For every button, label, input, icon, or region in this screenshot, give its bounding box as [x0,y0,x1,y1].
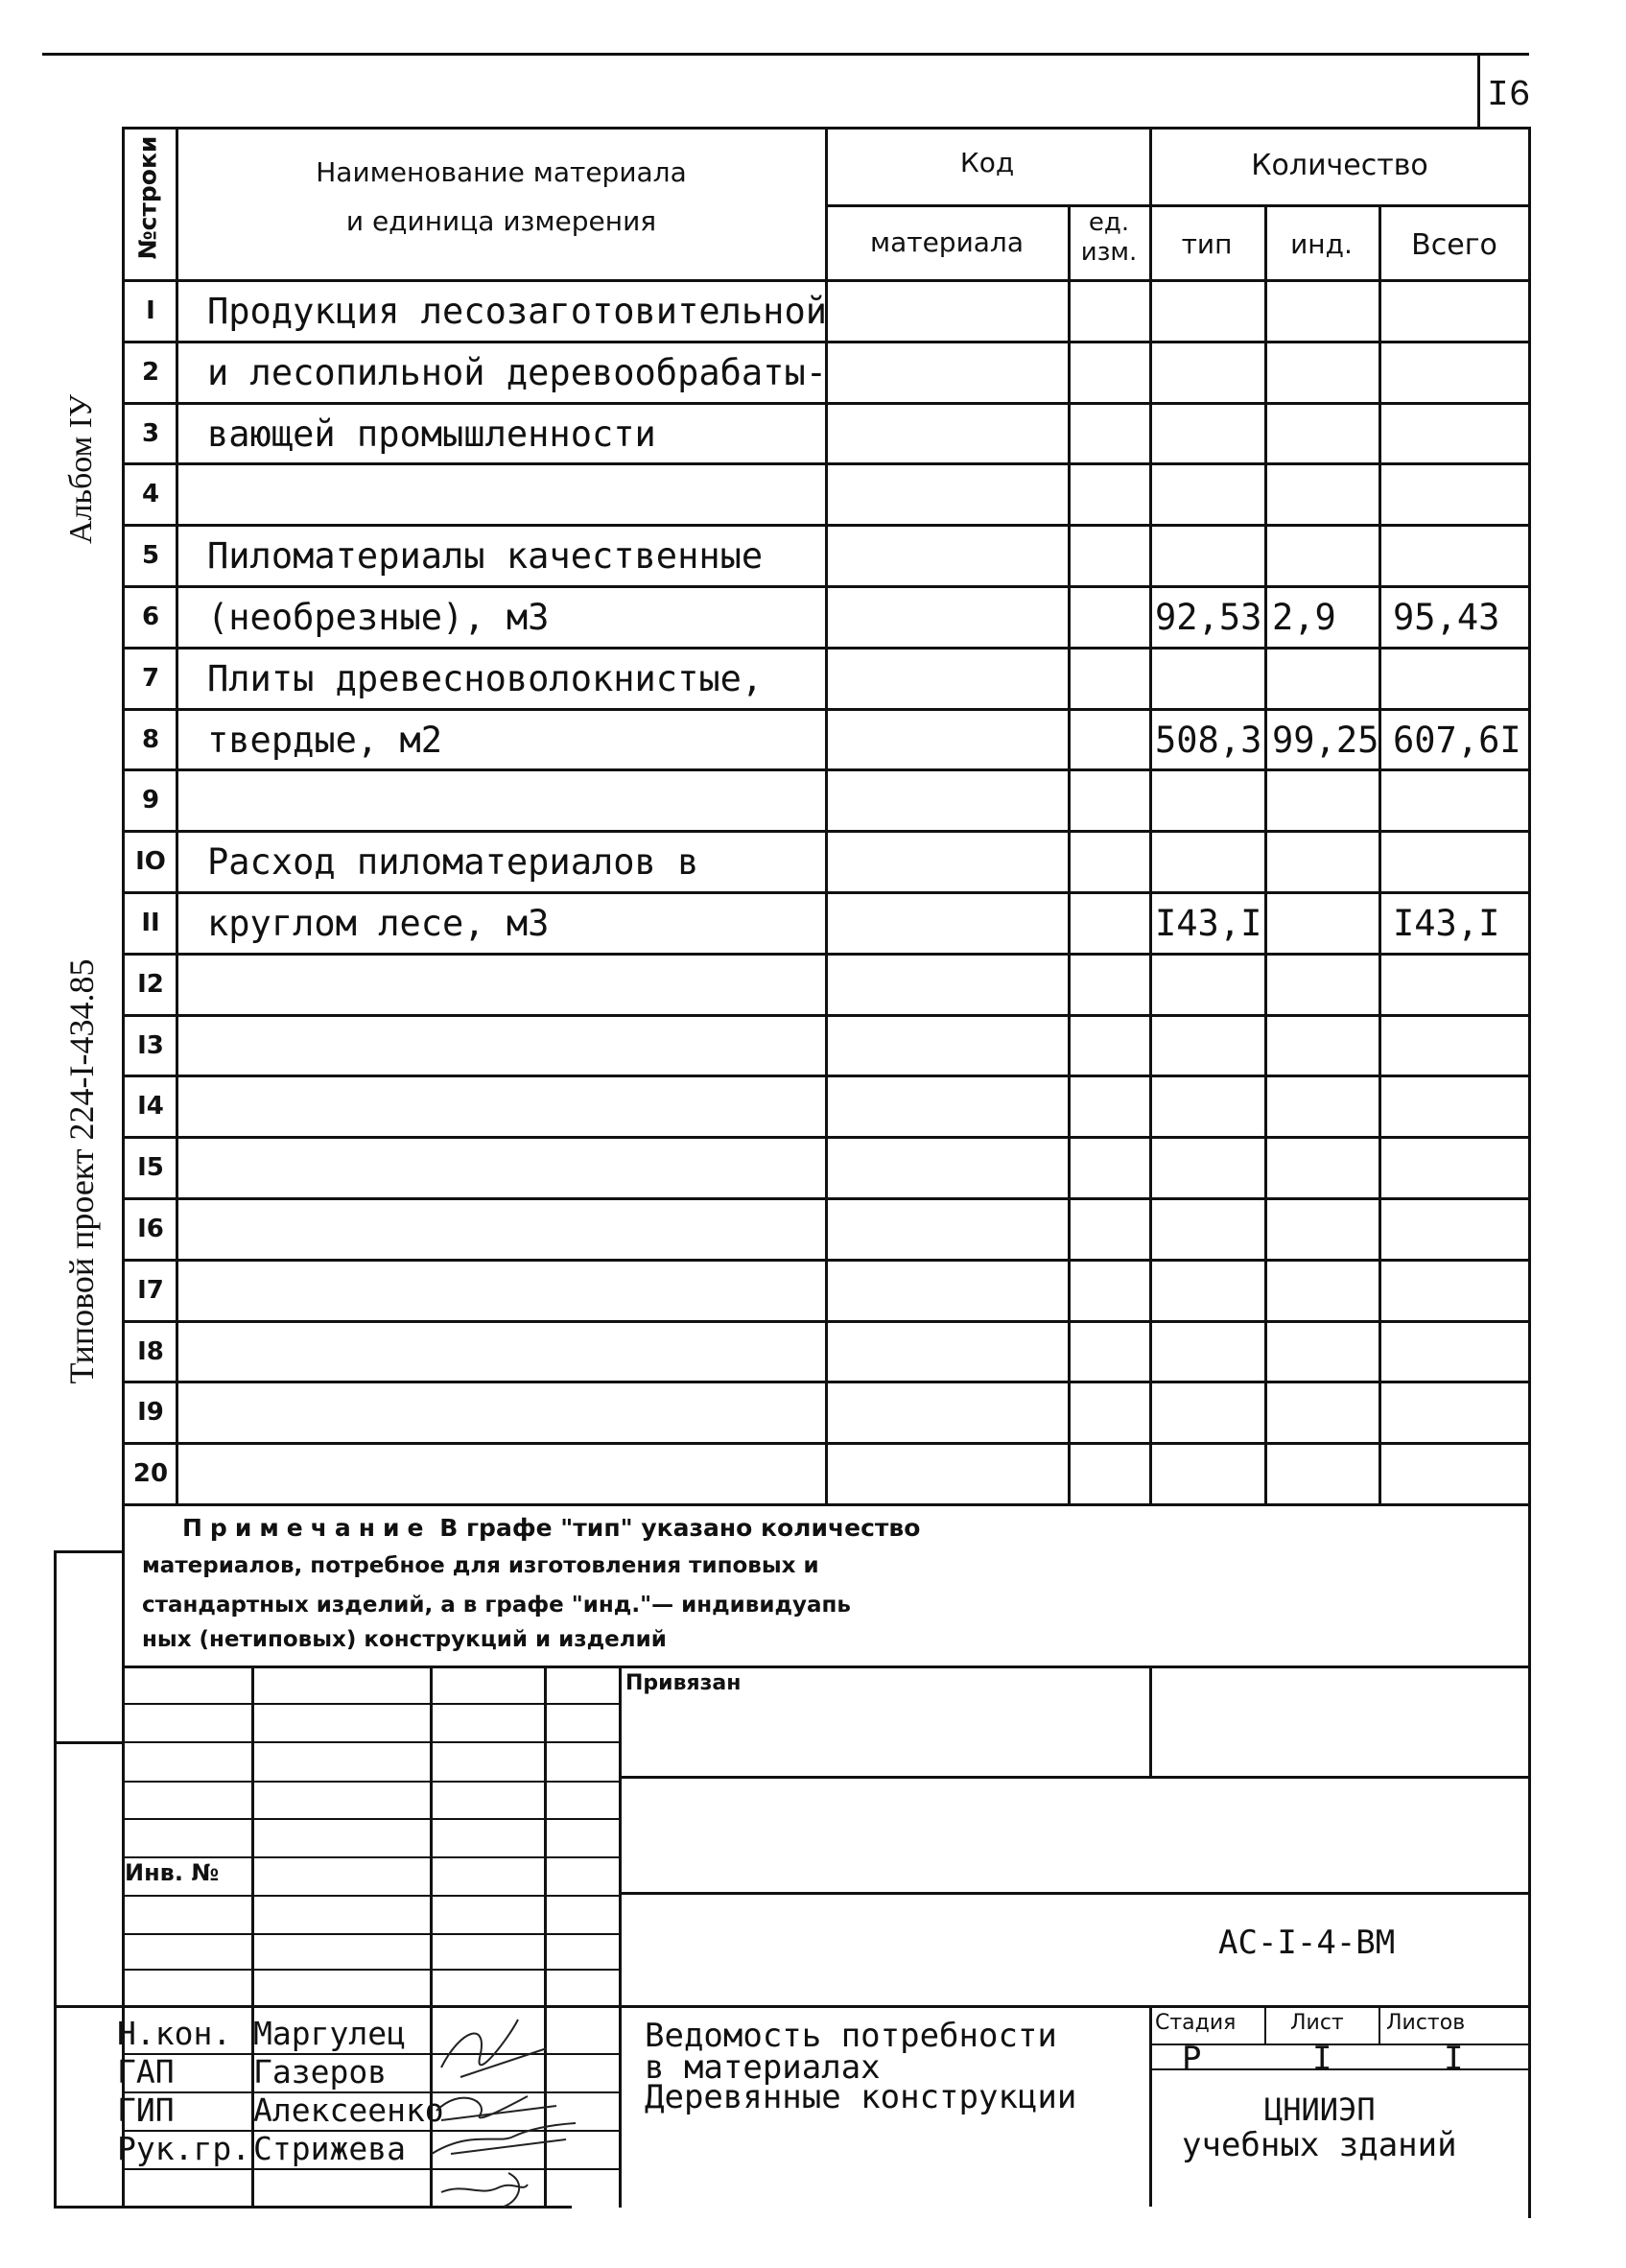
row-line [122,341,1530,343]
signer-role: ГАП [117,2053,175,2091]
col-ind-right [1379,204,1381,1503]
row-qty-type: 508,3 [1155,720,1262,761]
row-number: 4 [141,480,160,508]
name-header-line1: Наименование материала [316,156,687,188]
row-line [122,1259,1530,1262]
stamp-h3 [619,1776,1530,1779]
left-box-top [54,1550,124,1553]
row-name: (необрезные), м3 [207,597,550,638]
quantity-header: Количество [1251,149,1428,182]
row-number: 3 [141,419,160,448]
row-line [122,1075,1530,1077]
row-number: I3 [137,1031,164,1060]
row-number: I6 [137,1215,164,1243]
row-number: I8 [137,1337,164,1366]
org-line2: учебных зданий [1182,2126,1457,2164]
row-line [122,1014,1530,1017]
row-number: IO [135,847,166,876]
stamp-h12 [1149,2044,1530,2045]
row-number: 9 [141,786,160,815]
title-line1: Ведомость потребности [645,2017,1057,2055]
qty-ind-header: инд. [1290,228,1353,260]
stamp-col5 [1149,1666,1152,1776]
left-box-left [54,1550,57,2208]
row-qty-type: 92,53 [1155,597,1262,638]
top-border [42,53,1529,56]
row-name: твердые, м2 [207,720,443,761]
row-line [122,768,1530,771]
stamp-h1 [122,1703,621,1705]
row-qty-type: I43,I [1155,903,1262,944]
row-line [122,647,1530,650]
stamp-h5 [122,1818,621,1820]
col-num-right [176,127,178,1503]
stamp-h4 [122,1781,621,1783]
row-number: 8 [141,725,160,754]
row-name: Расход пиломатериалов в [207,841,699,883]
row-number: I5 [137,1153,164,1182]
stamp-h10 [122,1969,621,1971]
doc-code: АС-I-4-ВМ [1218,1924,1396,1962]
subheader-line [825,204,1530,207]
row-line [122,1197,1530,1200]
note-line3: стандартных изделий, а в графе "инд."— индивидуапь [142,1593,851,1618]
album-label: Альбом IУ [63,393,99,545]
row-name: Плиты древесноволокнистые, [207,658,764,699]
org-line1: ЦНИИЭП [1264,2091,1376,2128]
left-box-mid2 [54,2005,124,2008]
row-line [122,1136,1530,1139]
project-label: Типовой проект 224-I-434.85 [62,958,101,1384]
stamp-top [122,1666,1530,1668]
qty-type-header: тип [1181,228,1233,260]
stamp-h7 [122,1895,621,1897]
code-material-header: материала [869,226,1024,258]
sheet-number: I6 [1487,75,1531,116]
qty-total-header: Всего [1411,228,1497,262]
stamp-h2 [122,1741,621,1743]
code-unit-header-1: ед. [1088,208,1130,237]
note-line1-text: В графе "тип" указано количество [439,1514,921,1542]
row-name: круглом лесе, м3 [207,903,550,944]
name-header-line2: и единица измерения [345,205,657,237]
col-name-right [825,127,828,1503]
row-number: 7 [141,664,160,693]
sheet-label: Лист [1290,2011,1344,2035]
row-line [122,402,1530,405]
sheet-num-left [1477,53,1480,130]
row-number: I [146,296,155,325]
col-mat-right [1068,204,1071,1503]
row-number: II [141,909,160,937]
row-number: 20 [132,1459,169,1488]
stamp-h6 [122,1856,621,1858]
row-no-header: №строки [133,135,162,260]
signer-name: Газеров [253,2053,388,2091]
row-name: и лесопильной деревообрабаты- [207,352,828,393]
sheets-label: Листов [1386,2011,1466,2035]
stage-value: Р [1182,2040,1202,2078]
title-line2: в материалах [645,2048,881,2087]
signer-role: ГИП [117,2091,175,2129]
row-line [122,1503,1530,1506]
sheet-value: I [1312,2040,1332,2078]
stamp-h11 [122,2005,1530,2008]
signer-role: Рук.гр. [117,2130,251,2167]
code-unit-header-2: изм. [1080,238,1138,267]
signatures [422,2010,585,2211]
left-box-mid1 [54,1741,124,1744]
row-name: вающей промышленности [207,413,656,455]
privyazan-label: Привязан [625,1671,742,1695]
stamp-h9 [122,1933,621,1935]
row-line [122,708,1530,711]
inv-no-label: Инв. № [125,1859,220,1886]
row-number: 6 [141,602,160,631]
row-number: 5 [141,541,160,570]
row-line [122,830,1530,833]
signer-name: Алексеенко [253,2091,444,2129]
sheets-value: I [1444,2040,1464,2078]
note-title: Примечание [182,1514,432,1542]
row-line [122,1381,1530,1383]
signer-name: Маргулец [253,2015,406,2052]
row-line [122,524,1530,527]
note-line1 [182,1514,920,1542]
row-line [122,1442,1530,1445]
row-number: I2 [137,970,164,999]
row-line [122,585,1530,588]
row-line [122,462,1530,465]
col-unit-right [1149,127,1152,1503]
right-border [1528,127,1531,2218]
stamp-col4 [619,1666,622,2208]
col-type-right [1264,204,1267,1503]
stage-label: Стадия [1155,2011,1237,2035]
row-name: Пиломатериалы качественные [207,535,764,577]
row-qty-total: 607,6I [1393,720,1521,761]
code-header: Код [959,147,1015,178]
note-line2: материалов, потребное для изготовления типовых и [142,1553,819,1578]
signer-name: Стрижева [253,2130,406,2167]
stamp-col8 [1379,2005,1380,2044]
signer-role: Н.кон. [117,2015,232,2052]
row-line [122,1320,1530,1323]
row-line [122,891,1530,894]
row-name: Продукция лесозаготовительной [207,291,828,332]
row-number: I9 [137,1398,164,1427]
row-number: I7 [137,1276,164,1305]
stamp-h8 [619,1892,1530,1895]
stamp-col7 [1264,2005,1266,2044]
stamp-h13 [1149,2068,1530,2070]
row-number: I4 [137,1092,164,1121]
row-qty-total: 95,43 [1393,597,1500,638]
note-line4: ных (нетиповых) конструкций и изделий [142,1627,667,1652]
row-number: 2 [141,358,160,387]
row-line [122,953,1530,956]
row-qty-total: I43,I [1393,903,1500,944]
row-qty-ind: 2,9 [1272,597,1336,638]
stamp-col6 [1149,2005,1152,2207]
title-line3: Деревянные конструкции [645,2078,1077,2116]
row-qty-ind: 99,25 [1272,720,1379,761]
